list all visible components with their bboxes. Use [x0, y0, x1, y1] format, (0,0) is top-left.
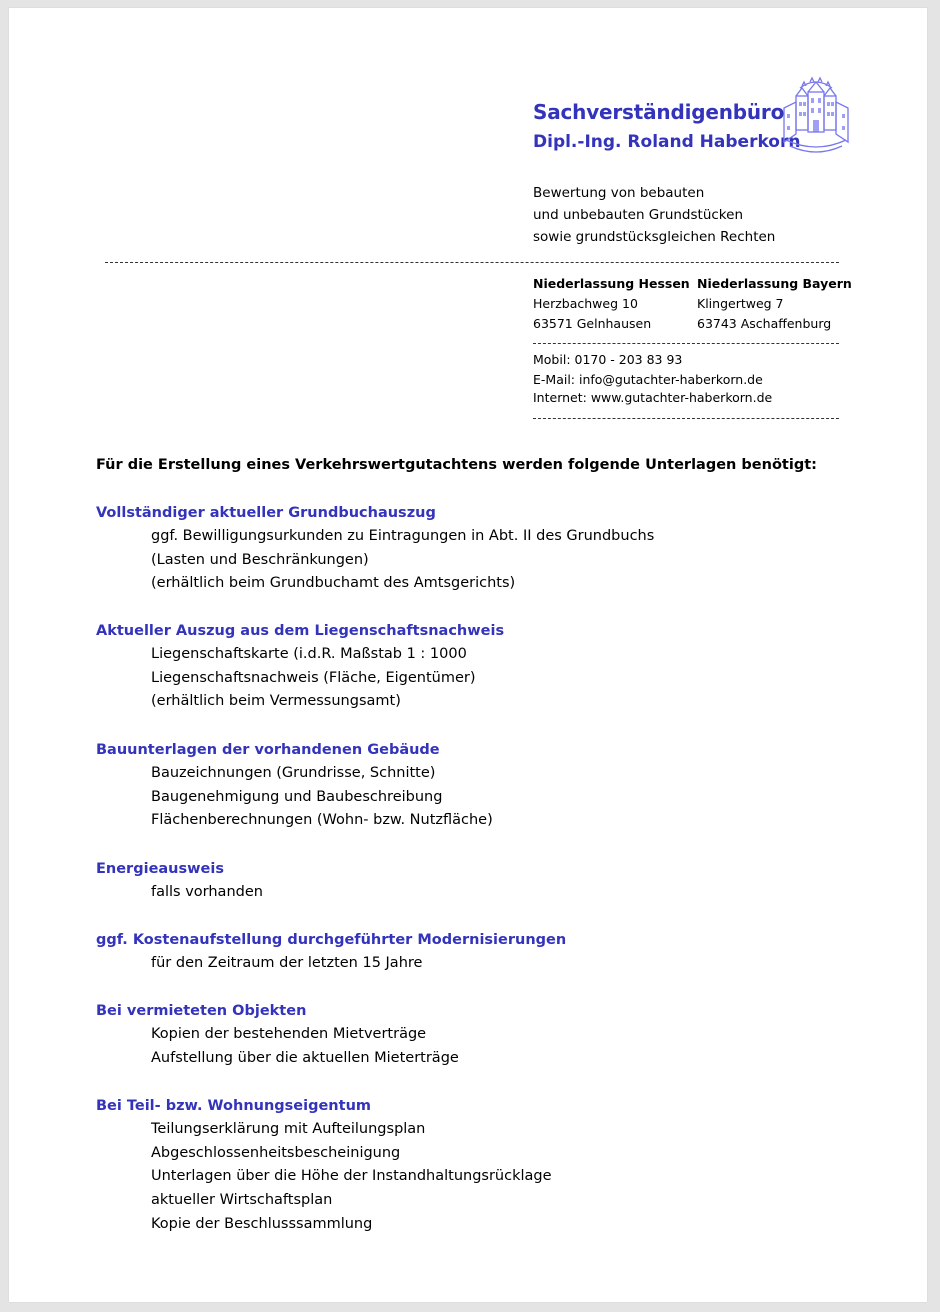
office-bayern-city: 63743 Aschaffenburg — [697, 316, 832, 331]
contact-divider — [533, 418, 839, 419]
list-item: Liegenschaftsnachweis (Fläche, Eigentümer) — [151, 669, 476, 686]
document-page — [9, 8, 927, 1302]
service-line: und unbebauten Grundstücken — [533, 207, 744, 223]
office-divider — [533, 343, 839, 344]
section-bauunterlagen — [96, 738, 493, 833]
list-item: Aufstellung über die aktuellen Mieterträge — [151, 1049, 459, 1066]
list-item: Abgeschlossenheitsbescheinigung — [151, 1144, 401, 1161]
header-divider — [105, 262, 839, 263]
section-liegenschaft — [96, 619, 504, 714]
owner-name: Dipl.-Ing. Roland Haberkorn — [533, 132, 801, 152]
section-title: Bauunterlagen der vorhandenen Gebäude — [96, 742, 440, 758]
castle-logo-icon — [780, 74, 852, 154]
section-title: Aktueller Auszug aus dem Liegenschaftsnachweis — [96, 623, 505, 639]
list-item: (erhältlich beim Grundbuchamt des Amtsgerichts) — [151, 575, 516, 592]
section-vermietet — [96, 999, 459, 1070]
section-title: Vollständiger aktueller Grundbuchauszug — [96, 505, 436, 521]
section-title: ggf. Kostenaufstellung durchgeführter Modernisierungen — [96, 932, 567, 948]
list-item: für den Zeitraum der letzten 15 Jahre — [151, 955, 423, 971]
section-wohnungseigentum — [96, 1094, 552, 1237]
section-title: Energieausweis — [96, 861, 224, 877]
company-name: Sachverständigenbüro — [533, 100, 785, 124]
list-item: Baugenehmigung und Baubeschreibung — [151, 788, 443, 805]
list-item: Bauzeichnungen (Grundrisse, Schnitte) — [151, 765, 436, 781]
section-grundbuch — [96, 501, 654, 596]
list-item: Teilungserklärung mit Aufteilungsplan — [151, 1121, 426, 1137]
section-energieausweis — [96, 857, 263, 905]
contact-email[interactable]: E-Mail: info@gutachter-haberkorn.de — [533, 372, 763, 387]
office-hessen-title: Niederlassung Hessen — [533, 276, 690, 291]
list-item: Liegenschaftskarte (i.d.R. Maßstab 1 : 1000 — [151, 646, 467, 662]
list-item: (erhältlich beim Vermessungsamt) — [151, 693, 401, 710]
office-bayern-title: Niederlassung Bayern — [697, 276, 852, 291]
list-item: Flächenberechnungen (Wohn- bzw. Nutzfläche) — [151, 812, 493, 829]
office-hessen-street: Herzbachweg 10 — [533, 296, 638, 311]
list-item: falls vorhanden — [151, 884, 263, 900]
intro-heading: Für die Erstellung eines Verkehrswertgutachtens werden folgende Unterlagen benötigt: — [96, 457, 817, 473]
contact-mobile: Mobil: 0170 - 203 83 93 — [533, 352, 683, 367]
list-item: Unterlagen über die Höhe der Instandhaltungsrücklage — [151, 1168, 552, 1185]
service-line: sowie grundstücksgleichen Rechten — [533, 229, 776, 245]
list-item: aktueller Wirtschaftsplan — [151, 1192, 333, 1209]
contact-website[interactable]: Internet: www.gutachter-haberkorn.de — [533, 390, 773, 405]
section-title: Bei Teil- bzw. Wohnungseigentum — [96, 1098, 371, 1114]
section-modernisierung — [96, 928, 566, 976]
section-title: Bei vermieteten Objekten — [96, 1003, 307, 1019]
list-item: Kopien der bestehenden Mietverträge — [151, 1026, 427, 1042]
office-hessen-city: 63571 Gelnhausen — [533, 316, 652, 331]
service-line: Bewertung von bebauten — [533, 185, 705, 201]
list-item: ggf. Bewilligungsurkunden zu Eintragungen in Abt. II des Grundbuchs — [151, 528, 655, 544]
list-item: Kopie der Beschlusssammlung — [151, 1215, 373, 1232]
list-item: (Lasten und Beschränkungen) — [151, 551, 369, 568]
office-bayern-street: Klingertweg 7 — [697, 296, 784, 311]
